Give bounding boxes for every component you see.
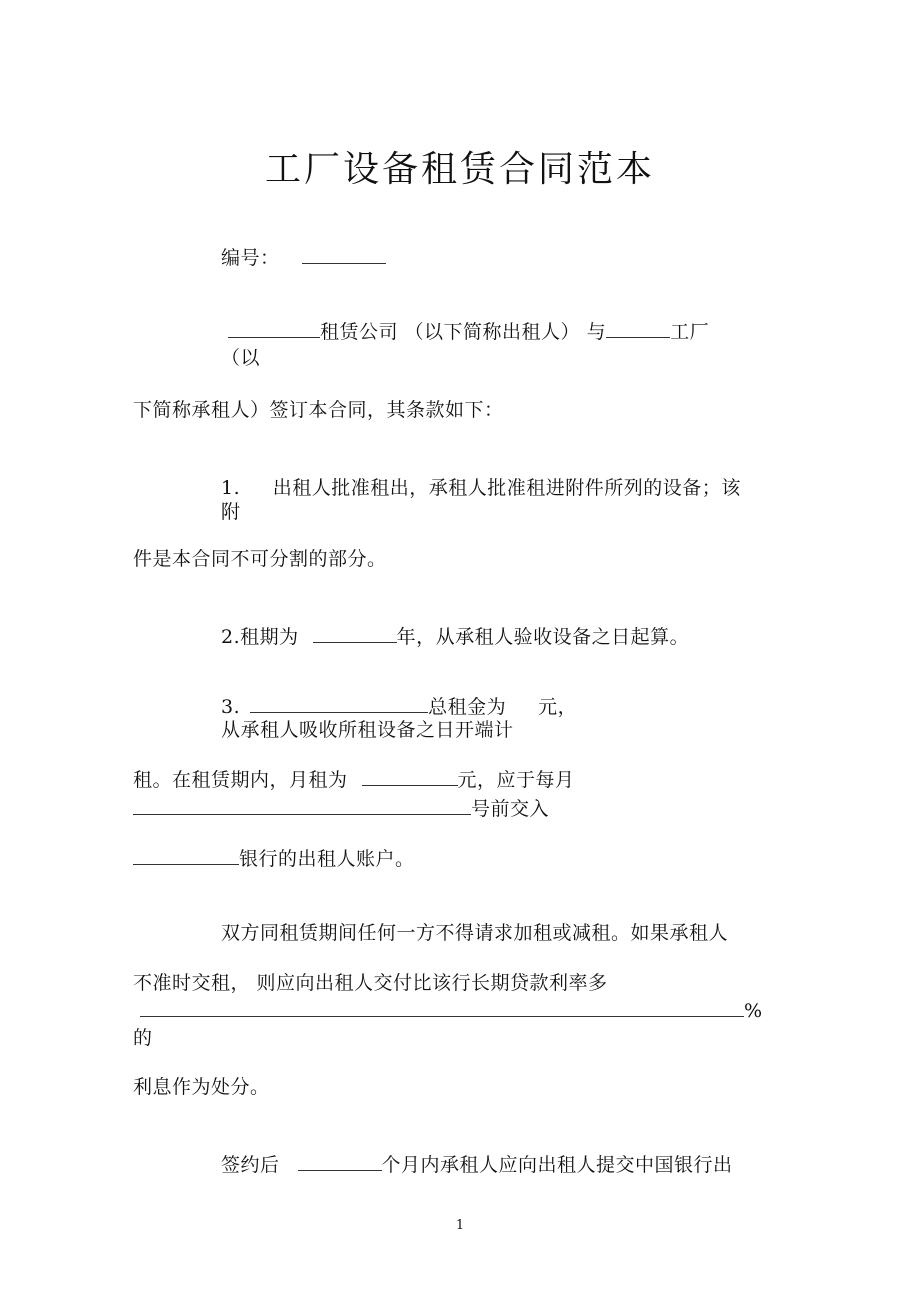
interest-rate-blank — [140, 998, 744, 1017]
clause-3-line-2: 从承租人吸收所租设备之日开端计 — [221, 719, 514, 741]
parties-line-3: 下简称承租人）签订本合同，其条款如下： — [133, 399, 504, 421]
number-label: 编号： — [221, 247, 280, 269]
clause-3-line-5: 银行的出租人账户。 — [133, 846, 415, 871]
number-blank — [302, 245, 386, 264]
parties-line-1: 租赁公司 （以下简称出租人） 与 工厂 — [228, 319, 709, 344]
total-rent-blank — [250, 694, 428, 713]
months-blank — [298, 1152, 382, 1171]
number-line — [221, 245, 386, 270]
bank-blank — [133, 846, 239, 865]
para-4-line-4: 的 — [133, 1027, 153, 1049]
clause-3-line-4: 号前交入 — [133, 796, 549, 821]
parties-line-2: （以 — [221, 347, 261, 369]
clause-2: 2.租期为 年，从承租人验收设备之日起算。 — [221, 626, 690, 648]
factory-blank — [606, 319, 670, 338]
para-4-line-3: % — [140, 998, 763, 1023]
clause-1-line-1: 1. 出租人批准租出，承租人批准租进附件所列的设备；该 — [221, 477, 741, 499]
clause-3-line-3: 租。在租赁期内，月租为 元，应于每月 — [133, 769, 575, 791]
clause-1-line-2: 附 — [221, 501, 241, 523]
para-5-line-1: 签约后 个月内承租人应向出租人提交中国银行出 — [221, 1154, 733, 1176]
clause-3-line-1: 3. 总租金为 元， — [221, 696, 578, 718]
clause-1-line-3: 件是本合同不可分割的部分。 — [133, 548, 387, 570]
page-number: 1 — [455, 1218, 465, 1233]
lessor-blank — [228, 319, 320, 338]
monthly-rent-blank — [362, 767, 458, 786]
lease-term-blank — [313, 624, 397, 643]
para-4-line-5: 利息作为处分。 — [133, 1076, 270, 1098]
day-blank — [133, 796, 471, 815]
para-4-line-1: 双方同租赁期间任何一方不得请求加租或减租。如果承租人 — [221, 922, 729, 944]
document-title: 工厂设备租赁合同范本 — [264, 149, 655, 190]
para-4-line-2: 不准时交租， 则应向出租人交付比该行长期贷款利率多 — [133, 972, 608, 994]
